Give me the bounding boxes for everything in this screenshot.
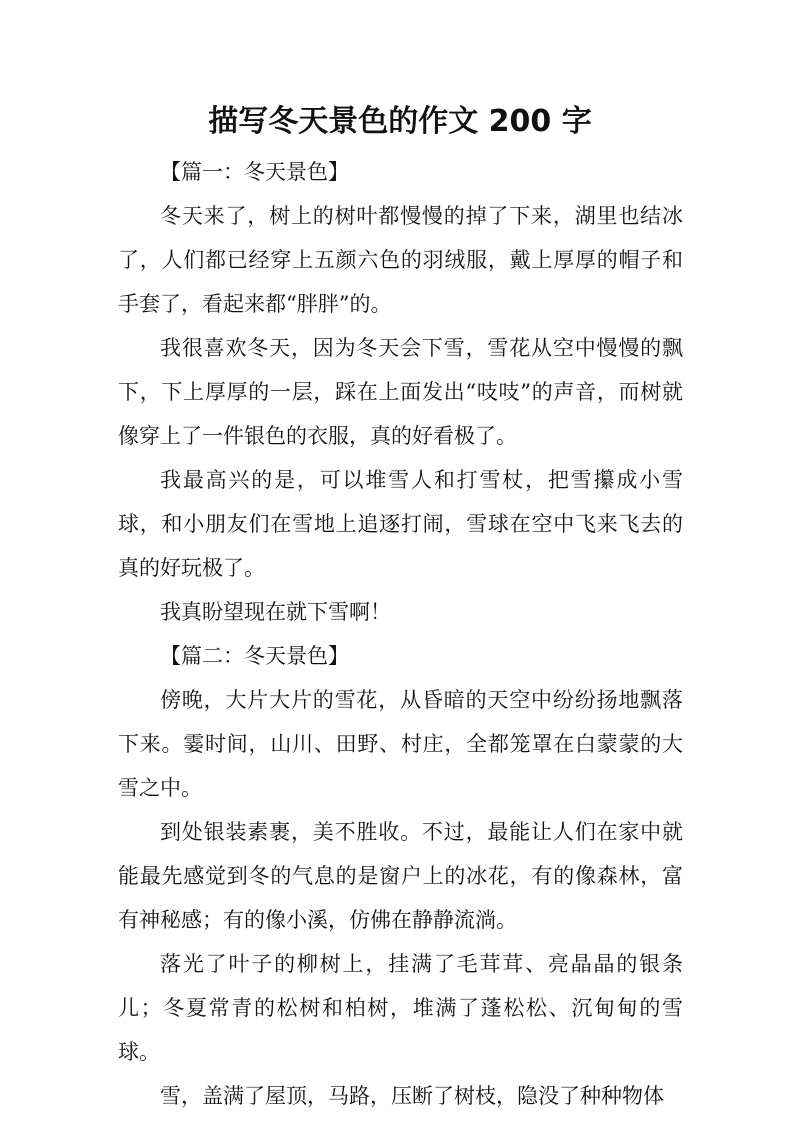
paragraph: 我真盼望现在就下雪啊！: [160, 600, 391, 624]
section-heading-2: 【篇二：冬天景色】: [160, 644, 349, 668]
section-heading-1: 【篇一：冬天景色】: [160, 160, 349, 184]
paragraph: 到处银装素裹，美不胜收。不过，最能让人们在家中就能最先感觉到冬的气息的是窗户上的冰花，有的像森林，富有神秘感；有的像小溪，仿佛在静静流淌。: [118, 820, 683, 932]
document-title: 描写冬天景色的作文 200 字: [208, 104, 592, 139]
paragraph: 我很喜欢冬天，因为冬天会下雪，雪花从空中慢慢的飘下，下上厚厚的一层，踩在上面发出“吱吱”的声音，而树就像穿上了一件银色的衣服，真的好看极了。: [118, 336, 683, 448]
paragraph: 落光了叶子的柳树上，挂满了毛茸茸、亮晶晶的银条儿；冬夏常青的松树和柏树，堆满了蓬松松、沉甸甸的雪球。: [118, 952, 683, 1064]
paragraph: 雪，盖满了屋顶，马路，压断了树枝，隐没了种种物体: [160, 1084, 664, 1108]
paragraph: 傍晚，大片大片的雪花，从昏暗的天空中纷纷扬地飘落下来。霎时间，山川、田野、村庄，全都笼罩在白蒙蒙的大雪之中。: [118, 688, 683, 800]
paragraph: 我最高兴的是，可以堆雪人和打雪杖，把雪攥成小雪球，和小朋友们在雪地上追逐打闹，雪球在空中飞来飞去的真的好玩极了。: [118, 468, 683, 580]
document-body: [118, 150, 683, 1118]
paragraph: 冬天来了，树上的树叶都慢慢的掉了下来，湖里也结冰了，人们都已经穿上五颜六色的羽绒服，戴上厚厚的帽子和手套了，看起来都“胖胖”的。: [118, 204, 683, 316]
